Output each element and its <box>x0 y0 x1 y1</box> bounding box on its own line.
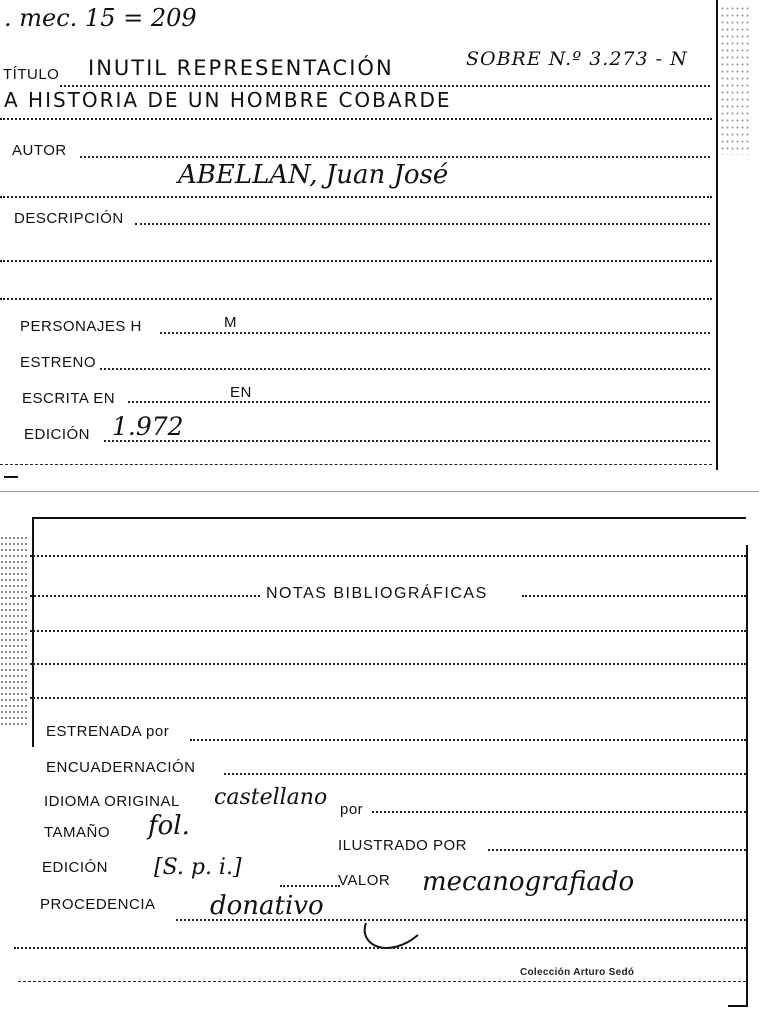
written-in-label: ESCRITA EN <box>22 390 116 407</box>
written-en-label: EN <box>230 384 252 401</box>
description-dotted-line-3 <box>0 298 712 300</box>
original-language-value: castellano <box>214 785 328 810</box>
title-label: TÍTULO <box>3 66 60 83</box>
title-line2-dotted-line <box>0 118 712 120</box>
binding-dotted-line <box>224 773 746 775</box>
header-note: . mec. 15 = 209 <box>4 4 197 32</box>
illustrated-by-label: ILUSTRADO POR <box>338 837 468 854</box>
edition-dotted-line <box>104 440 710 442</box>
size-dotted-line <box>488 849 746 851</box>
value-label: VALOR <box>338 872 391 889</box>
author-value: ABELLAN, Juan José <box>178 160 449 190</box>
edition-value-dotted-line <box>280 885 340 887</box>
premiered-by-label: ESTRENADA por <box>46 723 170 740</box>
original-language-dotted-line <box>372 811 746 813</box>
original-language-label: IDIOMA ORIGINAL <box>44 793 180 810</box>
notes-dotted-line-7 <box>18 981 746 982</box>
bottom-card-right-edge <box>746 545 748 1005</box>
notes-dotted-line-6 <box>14 947 746 949</box>
characters-label: PERSONAJES H <box>20 318 142 335</box>
original-language-suffix: por <box>340 801 364 818</box>
top-card <box>0 0 759 490</box>
bottom-card-left-edge <box>32 517 34 747</box>
premiered-by-dotted-line <box>190 739 746 741</box>
bottom-card <box>0 495 759 1028</box>
notes-dotted-line-2 <box>30 595 260 597</box>
title-ref: SOBRE N.º 3.273 - N <box>466 48 688 70</box>
provenance-label: PROCEDENCIA <box>40 896 156 913</box>
size-label: TAMAÑO <box>44 824 111 841</box>
edition-label: EDICIÓN <box>24 426 91 443</box>
title-line1: INUTIL REPRESENTACIÓN <box>88 56 394 80</box>
description-dotted-line-2 <box>0 260 712 262</box>
notes-dotted-line-4 <box>30 663 746 665</box>
top-card-right-edge <box>716 0 718 470</box>
top-card-final-dotted-line <box>0 464 712 465</box>
edition-value: 1.972 <box>112 412 184 441</box>
title-dotted-line <box>60 85 710 87</box>
bottom-card-top-edge <box>34 517 746 519</box>
cards-divider <box>0 491 759 492</box>
notes-dotted-line-2b <box>522 595 746 597</box>
notes-dotted-line-1 <box>30 555 746 557</box>
notes-dotted-line-5 <box>30 697 746 699</box>
top-card-bottom-edge <box>4 476 18 478</box>
author-value-dotted-line <box>0 196 712 198</box>
description-dotted-line-1 <box>135 223 710 225</box>
binding-label: ENCUADERNACIÓN <box>46 759 196 776</box>
edition-label-bottom: EDICIÓN <box>42 859 109 876</box>
description-label: DESCRIPCIÓN <box>14 210 124 227</box>
value-value: mecanografiado <box>422 867 635 897</box>
collection-credit: Colección Arturo Sedó <box>520 967 635 978</box>
bottom-card-bottom-edge <box>728 1005 748 1007</box>
provenance-dotted-line <box>176 919 746 921</box>
author-dotted-line <box>80 156 710 158</box>
scan-noise-left <box>0 535 28 725</box>
characters-dotted-line <box>160 332 710 334</box>
premiere-dotted-line <box>100 368 710 370</box>
characters-m-label: M <box>224 314 237 331</box>
edition-value-bottom: [S. p. i.] <box>154 855 242 880</box>
written-in-dotted-line <box>128 401 710 403</box>
handwritten-flourish <box>358 915 428 965</box>
notes-dotted-line-3 <box>30 630 746 632</box>
provenance-value: donativo <box>210 891 324 921</box>
author-label: AUTOR <box>12 142 67 159</box>
bibliographic-notes-heading: NOTAS BIBLIOGRÁFICAS <box>266 585 488 602</box>
size-value: fol. <box>148 811 190 841</box>
premiere-label: ESTRENO <box>20 354 97 371</box>
scan-noise-top-right <box>720 5 750 155</box>
title-line2: A HISTORIA DE UN HOMBRE COBARDE <box>4 88 452 112</box>
